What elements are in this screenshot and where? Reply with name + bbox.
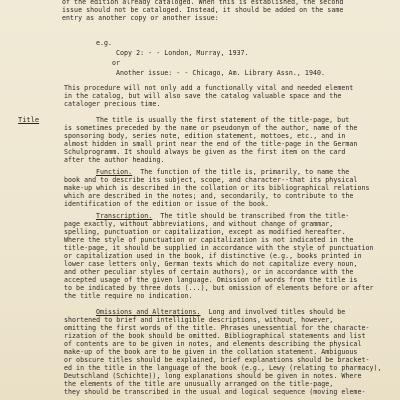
section-label-title: Title xyxy=(18,116,40,124)
title-line-1: The title is usually the first statement of the title-page, but xyxy=(96,116,350,124)
procedure-line-3: cataloger precious time. xyxy=(64,100,161,108)
transcription-line-2: page exactly, without abbreviations, and without change of grammar, xyxy=(64,220,334,228)
example-or: or xyxy=(112,59,121,67)
transcription-heading: Transcription. xyxy=(96,212,153,220)
intro-line-1: of the edition already cataloged. When this is established, the second xyxy=(62,0,344,6)
title-line-5: Schulprogramm. It should always be given as the first item on the card xyxy=(64,148,346,156)
omissions-line-5: of contents are to be given in notes, and elements describing the physical xyxy=(64,340,362,348)
omissions-line-10: the elements of the title are unusually arranged on the title-page, xyxy=(64,380,334,388)
omissions-line-1-text: Long and involved titles should be xyxy=(208,308,346,316)
transcription-line-1 xyxy=(96,212,349,220)
function-line-1 xyxy=(96,168,349,176)
function-line-3: make-up which is described in the collation or its bibliographical relations xyxy=(64,184,370,192)
omissions-line-7: or obscure titles should be explained, brief explanations should be bracket- xyxy=(64,356,370,364)
function-line-4: which are described in the notes; and, secondarily, to contribute to the xyxy=(64,192,354,200)
transcription-line-8: and other peculiar styles of certain authors), or in accordance with the xyxy=(64,268,354,276)
transcription-line-4: Where the style of punctuation or capitalization is not indicated in the xyxy=(64,236,354,244)
omissions-line-6: make-up of the book are to be given in the collation statement. Ambiguous xyxy=(64,348,358,356)
intro-line-3: entry as another copy or another issue: xyxy=(62,14,219,22)
transcription-line-1-text: The title should be transcribed from the title- xyxy=(160,212,350,220)
title-line-4: almost hidden in small print near the end of the title-page in the German xyxy=(64,140,358,148)
title-line-3: sponsoring body, series note, edition statement, mottoes, etc., and in xyxy=(64,132,346,140)
procedure-line-2: in the catalog, but will also save the catalog valuable space and the xyxy=(64,92,342,100)
omissions-line-8: ed in the title in the language of the book (e.g., Lewy (relating to pharmacy), xyxy=(64,364,382,372)
function-line-5: identification of the edition or issue of the book. xyxy=(64,200,270,208)
transcription-line-11: the title require no indication. xyxy=(64,292,193,300)
omissions-line-3: omitting the first words of the title. Phrases unessential for the characte- xyxy=(64,324,370,332)
function-line-2: book and to describe its subject, scope, and character--that its physical xyxy=(64,176,358,184)
function-heading: Function. xyxy=(96,168,133,176)
omissions-heading: Omissions and Alterations. xyxy=(96,308,201,316)
procedure-line-1: This procedure will not only add a functionally vital and needed element xyxy=(64,84,354,92)
title-line-6: after the author heading. xyxy=(64,156,165,164)
transcription-line-10: to be indicated by three dots (...), but omission of elements before or after xyxy=(64,284,374,292)
title-line-2: is sometimes preceded by the name or pseudonym of the author, name of the xyxy=(64,124,358,132)
transcription-line-3: spelling, punctuation or capitalization, except as modified hereafter. xyxy=(64,228,346,236)
transcription-line-5: title-page, it should be supplied in accordance with the style of punctuation xyxy=(64,244,374,252)
transcription-line-6: or capitalization used in the book, if distinctive (e.g., books printed in xyxy=(64,252,362,260)
transcription-line-9: accepted usage of the given language. Omission of words from the title is xyxy=(64,276,358,284)
omissions-line-2: shortened to brief and intelligible descriptions, without, however, xyxy=(64,316,334,324)
example-issue: Another issue: - - Chicago, Am. Library Assn., 1940. xyxy=(116,69,326,77)
example-eg: e.g. xyxy=(96,39,113,47)
intro-line-2: issue should not be cataloged. Instead, it should be added on the same xyxy=(62,6,344,14)
function-line-1-text: The function of the title is, primarily, to name the xyxy=(140,168,350,176)
omissions-line-11: they should be transcribed in the usual and logical sequence (moving eleme- xyxy=(64,388,366,396)
omissions-line-4: rization of the book should be omitted. Bibliographical statements and list xyxy=(64,332,366,340)
example-copy: Copy 2: - - London, Murray, 1937. xyxy=(116,49,249,57)
omissions-line-9: Deutschland (Schichte)), long explanations should be given in notes. Where xyxy=(64,372,362,380)
omissions-line-1 xyxy=(96,308,345,316)
transcription-line-7: lower case letters only, German texts which do not capitalize every noun, xyxy=(64,260,358,268)
